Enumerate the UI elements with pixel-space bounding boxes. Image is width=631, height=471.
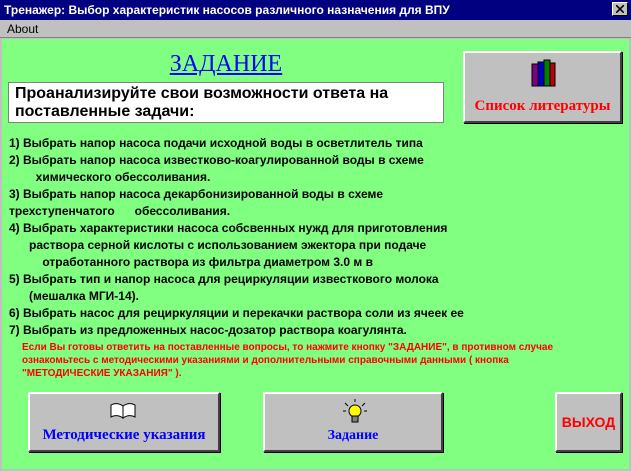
literature-label: Список литературы [474,98,611,114]
task-item: 6) Выбрать насос для рециркуляции и перекачки раствора соли из ячеек ее [9,306,464,320]
task-list [9,135,569,339]
main-panel [2,39,629,469]
instruction-note: Если Вы готовы ответить на поставленные вопросы, то нажмите кнопку "ЗАДАНИЕ", в противном случае ознакомьтесь с методическими указаниями и дополнительными справочными данными ( кнопка "МЕТОДИЧЕСКИЕ УКАЗАНИЯ" ). [22,342,554,379]
window-titlebar [0,0,631,20]
prompt-box: Проанализируйте свои возможности ответа на поставленные задачи: [8,82,444,123]
exit-button[interactable] [555,392,622,452]
open-book-icon [110,402,136,420]
task-item: отработанного раствора из фильтра диаметром 3.0 м в [9,255,373,269]
close-button[interactable] [612,2,628,16]
task-item: 4) Выбрать характеристики насоса собсвенных нужд для приготовления [9,221,448,235]
task-item: химического обессоливания. [9,170,211,184]
methodical-button[interactable] [28,392,220,452]
task-item: 1) Выбрать напор насоса подачи исходной воды в осветлитель типа [9,136,423,150]
task-button[interactable] [263,392,443,452]
exit-label: ВЫХОД [561,414,616,430]
literature-button[interactable] [463,51,622,123]
books-icon [530,58,558,88]
task-item: 7) Выбрать из предложенных насос-дозатор раствора коагулянта. [9,323,407,337]
task-item: 3) Выбрать напор насоса декарбонизированной воды в схеме [9,187,384,201]
task-item: 5) Выбрать тип и напор насоса для рециркуляции известкового молока [9,272,439,286]
task-item: (мешалка МГИ-14). [9,289,139,303]
menu-bar [0,20,631,38]
lightbulb-icon [343,399,367,425]
window-title: Тренажер: Выбор характеристик насосов различного назначения для ВПУ [4,3,450,17]
task-item: 2) Выбрать напор насоса известково-коагулированной воды в схеме [9,153,424,167]
task-item: раствора серной кислоты с использованием эжектора при подаче [9,238,427,252]
task-item: трехступенчатого обессоливания. [9,204,231,218]
task-label: Задание [327,428,379,443]
menu-about[interactable]: About [7,22,39,36]
methodical-label: Методические указания [42,427,206,443]
page-heading: ЗАДАНИЕ [169,51,283,77]
close-icon [616,5,624,13]
